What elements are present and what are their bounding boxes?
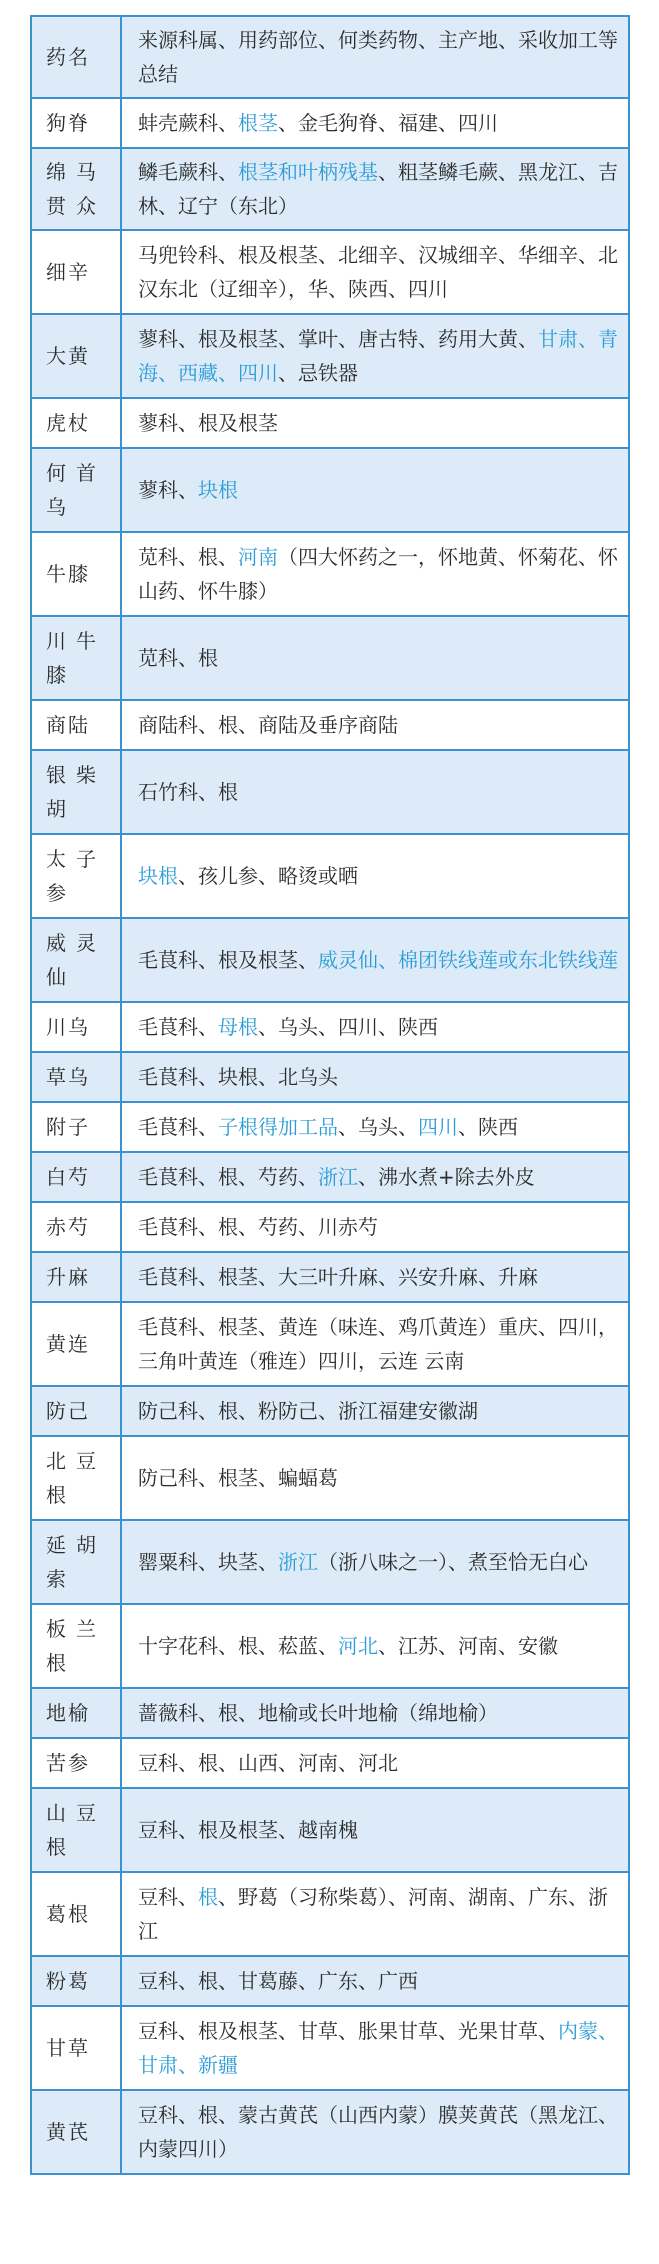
herb-name-cell: 商陆 [31,700,121,750]
table-row [31,750,629,834]
description-text: 毛茛科、块根、北乌头 [138,1065,338,1089]
table-row [31,1436,629,1520]
herb-name-cell: 赤芍 [31,1202,121,1252]
table-row [31,1252,629,1302]
description-text: 商陆科、根、商陆及垂序商陆 [138,713,398,737]
table-row [31,1202,629,1252]
table-row [31,448,629,532]
table-row [31,1788,629,1872]
highlighted-text: 子根得加工品 [218,1115,338,1139]
description-text: 豆科、 [138,1885,198,1909]
description-text: 、忌铁器 [278,361,358,385]
herb-description-cell [121,750,629,834]
table-row [31,1386,629,1436]
table-row [31,1152,629,1202]
herb-name-cell: 甘草 [31,2006,121,2090]
description-text: （浙八味之一）、煮至恰无白心 [318,1550,588,1574]
herb-name-cell: 葛根 [31,1872,121,1956]
table-row [31,314,629,398]
herb-description-cell [121,918,629,1002]
herb-description-cell [121,448,629,532]
herb-description-cell [121,1738,629,1788]
highlighted-text: 河北 [338,1634,378,1658]
herb-description-cell [121,1436,629,1520]
herb-name-cell: 粉葛 [31,1956,121,2006]
description-text: 、金毛狗脊、福建、四川 [278,111,498,135]
table-row [31,2006,629,2090]
description-text: 、乌头、四川、陕西 [258,1015,438,1039]
herb-name-cell: 威灵仙 [31,918,121,1002]
herb-name-cell: 防己 [31,1386,121,1436]
table-row [31,1102,629,1152]
highlighted-text: 根茎和叶柄残基 [238,160,378,184]
description-text: 十字花科、根、菘蓝、 [138,1634,338,1658]
herb-table-body [31,16,629,2174]
herb-name-cell: 附子 [31,1102,121,1152]
herb-name-cell: 黄连 [31,1302,121,1386]
description-text: 、江苏、河南、安徽 [378,1634,558,1658]
description-text: 、野葛（习称柴葛）、河南、湖南、广东、浙江 [138,1885,608,1943]
description-text: 、粗茎鳞毛蕨、黑龙江、吉林、辽宁（东北） [138,160,618,218]
herb-name-cell: 北豆根 [31,1436,121,1520]
description-text: 蓼科、根及根茎、掌叶、唐古特、药用大黄、 [138,327,538,351]
table-row [31,834,629,918]
highlighted-text: 威灵仙、棉团铁线莲或东北铁线莲 [318,948,618,972]
herb-name-cell: 银柴胡 [31,750,121,834]
herb-name-cell: 牛膝 [31,532,121,616]
herb-description-cell [121,700,629,750]
herb-description-cell [121,1302,629,1386]
herb-description-cell [121,1604,629,1688]
description-text: 毛茛科、根、芍药、川赤芍 [138,1215,378,1239]
table-row [31,1956,629,2006]
herb-name-cell: 何首乌 [31,448,121,532]
description-text: 豆科、根及根茎、越南槐 [138,1818,358,1842]
highlighted-text: 内蒙、甘肃、新疆 [138,2019,618,2077]
herb-description-cell [121,532,629,616]
table-row [31,700,629,750]
herb-name-cell: 细辛 [31,230,121,314]
description-text: 豆科、根及根茎、甘草、胀果甘草、光果甘草、 [138,2019,558,2043]
herb-table [30,15,630,2175]
table-row [31,1002,629,1052]
herb-description-cell [121,2006,629,2090]
table-row [31,1604,629,1688]
description-text: 毛茛科、根茎、大三叶升麻、兴安升麻、升麻 [138,1265,538,1289]
description-text: 豆科、根、甘葛藤、广东、广西 [138,1969,418,1993]
highlighted-text: 块根 [198,478,238,502]
herb-description-cell [121,16,629,98]
herb-table-container [30,15,630,2175]
description-text: 毛茛科、根、芍药、 [138,1165,318,1189]
table-row [31,398,629,448]
herb-name-cell: 药名 [31,16,121,98]
herb-name-cell: 大黄 [31,314,121,398]
table-row [31,1520,629,1604]
herb-name-cell: 板兰根 [31,1604,121,1688]
herb-description-cell [121,1788,629,1872]
herb-name-cell: 延胡索 [31,1520,121,1604]
description-text: 毛茛科、根及根茎、 [138,948,318,972]
herb-name-cell: 太子参 [31,834,121,918]
description-text: 毛茛科、 [138,1115,218,1139]
description-text: 蔷薇科、根、地榆或长叶地榆（绵地榆） [138,1701,498,1725]
herb-description-cell [121,1252,629,1302]
herb-description-cell [121,1386,629,1436]
herb-description-cell [121,1102,629,1152]
table-row [31,98,629,148]
herb-description-cell [121,1688,629,1738]
description-text: 蓼科、 [138,478,198,502]
herb-name-cell: 黄芪 [31,2090,121,2174]
table-row [31,532,629,616]
highlighted-text: 甘肃、青海、西藏、四川 [138,327,618,385]
description-text: 防己科、根茎、蝙蝠葛 [138,1466,338,1490]
table-row [31,16,629,98]
highlighted-text: 母根 [218,1015,258,1039]
description-text: 毛茛科、 [138,1015,218,1039]
herb-description-cell [121,1002,629,1052]
table-row [31,1052,629,1102]
herb-name-cell: 川乌 [31,1002,121,1052]
table-row [31,1738,629,1788]
herb-description-cell [121,230,629,314]
herb-description-cell [121,616,629,700]
table-row [31,616,629,700]
description-text: 、沸水煮+除去外皮 [358,1165,535,1189]
description-text: 石竹科、根 [138,780,238,804]
description-text: 罂粟科、块茎、 [138,1550,278,1574]
herb-description-cell [121,1052,629,1102]
table-row [31,1688,629,1738]
description-text: 毛茛科、根茎、黄连（味连、鸡爪黄连）重庆、四川，三角叶黄连（雅连）四川，云连 云南 [138,1315,618,1373]
herb-name-cell: 狗脊 [31,98,121,148]
herb-description-cell [121,398,629,448]
description-text: 蚌壳蕨科、 [138,111,238,135]
herb-name-cell: 川牛膝 [31,616,121,700]
description-text: 苋科、根 [138,646,218,670]
herb-name-cell: 升麻 [31,1252,121,1302]
description-text: 马兜铃科、根及根茎、北细辛、汉城细辛、华细辛、北汉东北（辽细辛），华、陕西、四川 [138,243,618,301]
description-text: 、陕西 [458,1115,518,1139]
herb-description-cell [121,314,629,398]
description-text: 鳞毛蕨科、 [138,160,238,184]
herb-description-cell [121,1152,629,1202]
description-text: 来源科属、用药部位、何类药物、主产地、采收加工等总结 [138,28,618,86]
herb-name-cell: 虎杖 [31,398,121,448]
herb-description-cell [121,1872,629,1956]
description-text: 苋科、根、 [138,545,238,569]
highlighted-text: 浙江 [278,1550,318,1574]
description-text: 豆科、根、山西、河南、河北 [138,1751,398,1775]
highlighted-text: 块根 [138,864,178,888]
herb-name-cell: 苦参 [31,1738,121,1788]
herb-description-cell [121,1202,629,1252]
herb-name-cell: 山豆根 [31,1788,121,1872]
highlighted-text: 浙江 [318,1165,358,1189]
herb-description-cell [121,2090,629,2174]
description-text: 、孩儿参、略烫或晒 [178,864,358,888]
description-text: 防己科、根、粉防己、浙江福建安徽湖 [138,1399,478,1423]
table-row [31,230,629,314]
herb-description-cell [121,98,629,148]
highlighted-text: 四川 [418,1115,458,1139]
description-text: （四大怀药之一，怀地黄、怀菊花、怀山药、怀牛膝） [138,545,618,603]
table-row [31,1302,629,1386]
herb-description-cell [121,834,629,918]
highlighted-text: 根茎 [238,111,278,135]
herb-description-cell [121,1956,629,2006]
description-text: 蓼科、根及根茎 [138,411,278,435]
herb-description-cell [121,1520,629,1604]
herb-name-cell: 地榆 [31,1688,121,1738]
description-text: 豆科、根、蒙古黄芪（山西内蒙）膜荚黄芪（黑龙江、内蒙四川） [138,2103,618,2161]
herb-description-cell [121,148,629,230]
herb-name-cell: 绵马贯众 [31,148,121,230]
highlighted-text: 河南 [238,545,278,569]
highlighted-text: 根 [198,1885,218,1909]
table-row [31,148,629,230]
table-row [31,1872,629,1956]
herb-name-cell: 草乌 [31,1052,121,1102]
herb-name-cell: 白芍 [31,1152,121,1202]
table-row [31,2090,629,2174]
table-row [31,918,629,1002]
description-text: 、乌头、 [338,1115,418,1139]
